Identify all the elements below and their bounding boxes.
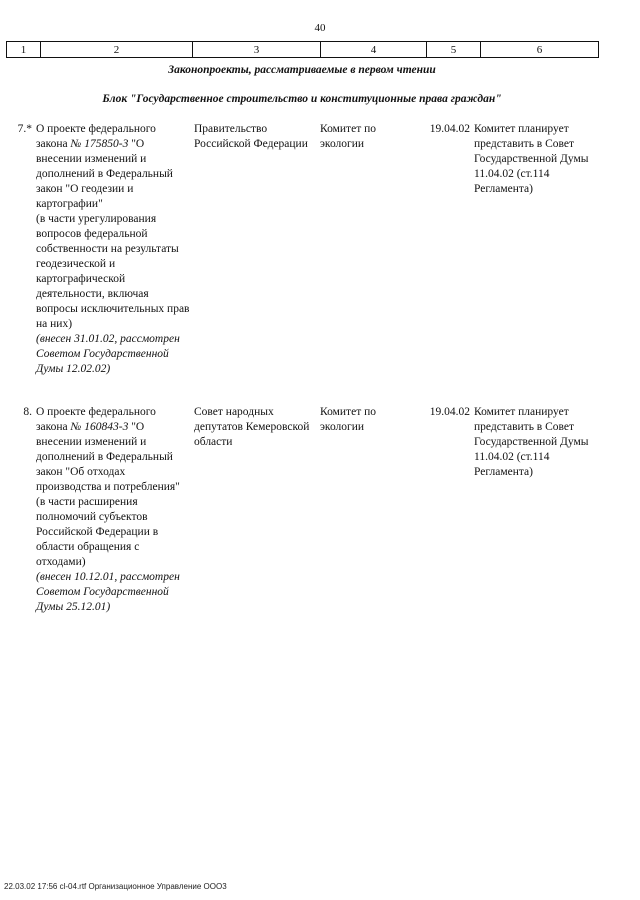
bill-number: № 175850-3 [70,138,129,150]
bill-subject: (в части расширения полномочий субъектов Российской Федерации в области обращения с отходами) [36,496,159,568]
bill-title: "О внесении изменений и дополнений в Федеральный закон "О геодезии и картографии" [36,138,173,210]
column-number-header [6,41,599,58]
page-number: 40 [314,22,326,34]
column-number-1: 1 [7,42,41,58]
bill-description [36,122,194,377]
note: Комитет планирует представить в Совет Государственной Думы 11.04.02 (ст.114 Регламента) [474,406,589,478]
bill-meta: (внесен 10.12.01, рассмотрен Советом Государственной Думы 25.12.01) [36,571,180,613]
entry-number: 8. [23,406,32,418]
initiator: Совет народных депутатов Кемеровской области [194,406,310,448]
document-footer: 22.03.02 17:56 cl-04.rtf Организационное Управление ООО3 [4,882,227,891]
initiator: Правительство Российской Федерации [194,123,308,150]
column-number-6: 6 [481,42,599,58]
bill-number: № 160843-3 [70,421,129,433]
consideration-date: 19.04.02 [429,406,470,418]
bill-description [36,405,194,615]
column-number-2: 2 [41,42,193,58]
bill-title: "О внесении изменений и дополнений в Федеральный закон "Об отходах производства и потребления" [36,421,180,493]
consideration-date: 19.04.02 [429,123,470,135]
column-number-3: 3 [193,42,321,58]
bill-meta: (внесен 31.01.02, рассмотрен Советом Государственной Думы 12.02.02) [36,333,180,375]
section-title: Законопроекты, рассматриваемые в первом чтении [168,64,436,76]
bill-entry [6,405,606,615]
column-number-5: 5 [427,42,481,58]
bill-title-prefix: О проекте федерального закона [36,123,156,150]
bill-entry [6,122,606,377]
column-number-4: 4 [321,42,427,58]
bill-subject: (в части урегулирования вопросов федеральной собственности на результаты геодезической и картографической деятельности, включая вопросы исключительных прав на них) [36,213,190,330]
bill-title-prefix: О проекте федерального закона [36,406,156,433]
entry-number: 7.* [17,123,32,135]
committee: Комитет по экологии [320,123,376,150]
note: Комитет планирует представить в Совет Государственной Думы 11.04.02 (ст.114 Регламента) [474,123,589,195]
block-title: Блок "Государственное строительство и конституционные права граждан" [102,93,502,105]
bill-list [6,122,606,615]
committee: Комитет по экологии [320,406,376,433]
